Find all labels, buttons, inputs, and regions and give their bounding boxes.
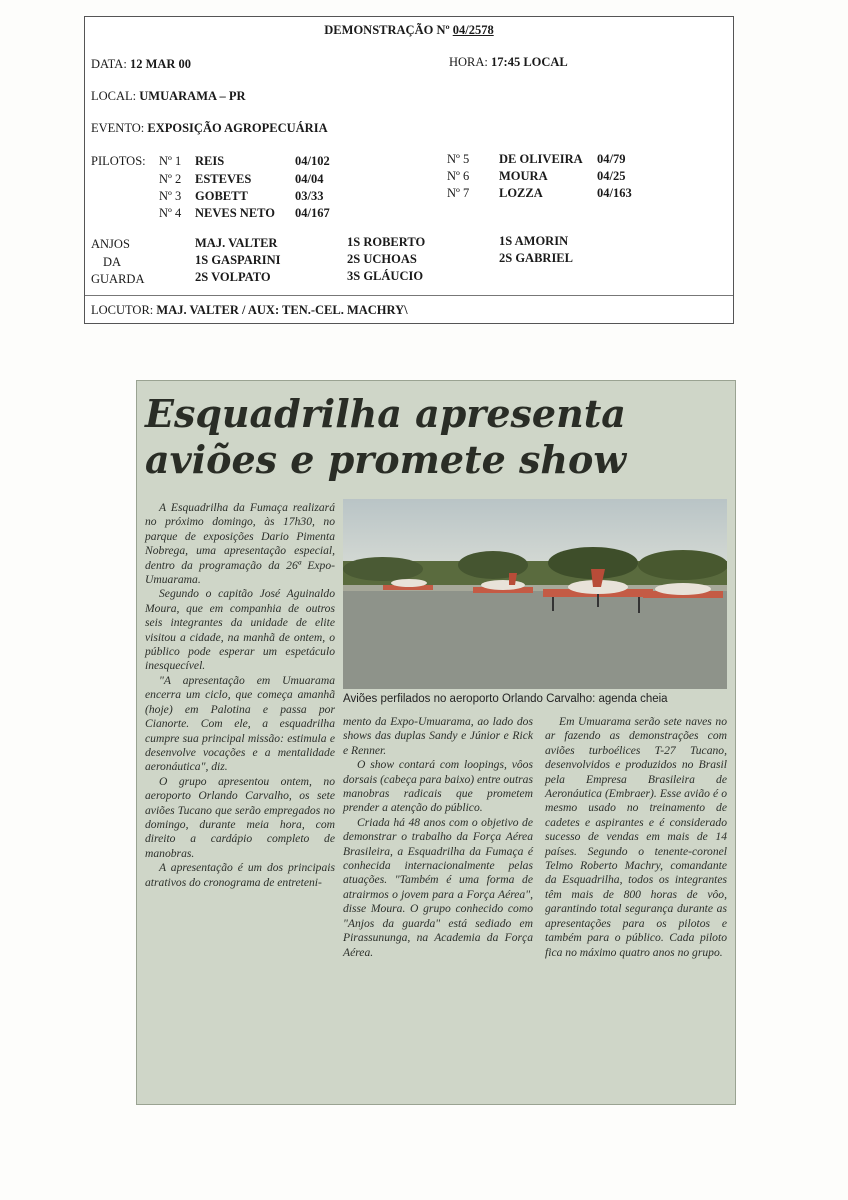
pilot-num: Nº 6 [447, 169, 470, 183]
location-field: LOCAL: UMUARAMA – PR [91, 89, 246, 103]
pilot-name: DE OLIVEIRA [499, 152, 583, 166]
guard-angel: 1S GASPARINI [195, 253, 281, 267]
announcer-field: LOCUTOR: MAJ. VALTER / AUX: TEN.-CEL. MACHRY\ [91, 303, 408, 317]
pilot-code: 04/79 [597, 152, 626, 166]
paragraph: Segundo o capitão José Aguinaldo Moura, que em companhia de outros seis integrantes da unidade de elite visitou a cidade, na manhã de ontem, o público pode esperar um espetáculo inesquecível. [145, 587, 335, 673]
paragraph: A Esquadrilha da Fumaça realizará no próximo domingo, às 17h30, no parque de exposições Dario Pimenta Nobrega, uma apresentação especial, dentro da programação da 26ª Expo-Umuarama. [145, 501, 335, 587]
pilot-name: LOZZA [499, 186, 543, 200]
time-field: HORA: 17:45 LOCAL [449, 55, 568, 69]
paragraph: Em Umuarama serão sete naves no ar fazendo as demonstrações com aviões turboélices T-27 Tucano, desenvolvidos e produzidos no Brasil pela Empresa Brasileira de Aeronáutica (Embraer). Esse avião é o mesmo usado no treinamento de cadetes e aspirantes e é considerado sucesso de vendas em mais de 14 países. Segundo o tenente-coronel Telmo Roberto Machry, comandante da Esquadrilha, todos os integrantes têm mais de 800 horas de vôo, garantindo total segurança durante as apresentações para os pilotos e também para o público. Cada piloto fica no máximo quatro anos no grupo. [545, 715, 727, 959]
guard-angels-label: DA [103, 255, 122, 269]
form-title: DEMONSTRAÇÃO Nº 04/2578 [324, 23, 494, 37]
paragraph: "A apresentação em Umuarama encerra um ciclo, que começa amanhã (hoje) em Palotina e passa por Cianorte. Com ele, a esquadrilha cumpre sua principal missão: estimula e desenvolve vocações e a mentalidade aeronáutica", diz. [145, 673, 335, 774]
guard-angel: 3S GLÁUCIO [347, 269, 424, 283]
pilot-num: Nº 2 [159, 172, 182, 186]
paragraph: O grupo apresentou ontem, no aeroporto Orlando Carvalho, os sete aviões Tucano que serão empregados no domingo, durante meia hora, com direito a cardápio completo de manobras. [145, 774, 335, 860]
guard-angel: 1S AMORIN [499, 234, 569, 248]
airplanes-image [343, 499, 727, 689]
pilot-code: 03/33 [295, 189, 324, 203]
guard-angel: MAJ. VALTER [195, 236, 278, 250]
paragraph: mento da Expo-Umuarama, ao lado dos shows das duplas Sandy e Júnior e Rick e Renner. [343, 715, 533, 757]
newspaper-clipping [136, 380, 736, 1105]
pilot-name: GOBETT [195, 189, 248, 203]
guard-angels-label: ANJOS [91, 237, 130, 251]
pilot-num: Nº 7 [447, 186, 470, 200]
event-field: EVENTO: EXPOSIÇÃO AGROPECUÁRIA [91, 121, 328, 135]
guard-angel: 1S ROBERTO [347, 235, 426, 249]
pilot-code: 04/167 [295, 206, 330, 220]
paragraph: Criada há 48 anos com o objetivo de demonstrar o trabalho da Força Aérea Brasileira, a Esquadrilha da Fumaça é conhecida internacionalmente pelas atuações. "Também é uma forma de atrairmos o jovem para a Força Aérea", disse Moura. O grupo conhecido como "Anjos da guarda" está sediado em Pirassununga, na Academia da Força Aérea. [343, 815, 533, 959]
guard-angels-label: GUARDA [91, 272, 145, 286]
divider [85, 295, 733, 296]
photo-caption: Aviões perfilados no aeroporto Orlando Carvalho: agenda cheia [343, 693, 668, 705]
pilot-num: Nº 3 [159, 189, 182, 203]
pilots-label: PILOTOS: [91, 154, 146, 168]
guard-angel: 2S VOLPATO [195, 270, 271, 284]
pilot-name: REIS [195, 154, 225, 168]
demonstration-number: 04/2578 [452, 23, 494, 37]
paragraph: A apresentação é um dos principais atrativos do cronograma de entreteni- [145, 861, 335, 889]
paragraph: O show contará com loopings, vôos dorsais (cabeça para baixo) entre outras manobras radicais que prometem prender a atenção do público. [343, 758, 533, 815]
guard-angel: 2S UCHOAS [347, 252, 417, 266]
pilot-name: ESTEVES [195, 172, 252, 186]
pilot-code: 04/102 [295, 154, 330, 168]
guard-angel: 2S GABRIEL [499, 251, 573, 265]
article-column-2 [343, 715, 533, 960]
headline: Esquadrilha apresenta aviões e promete show [145, 391, 627, 482]
pilot-num: Nº 1 [159, 154, 182, 168]
pilot-num: Nº 5 [447, 152, 470, 166]
demonstration-form [84, 16, 734, 324]
pilot-code: 04/163 [597, 186, 632, 200]
article-column-3 [545, 715, 727, 960]
airplanes-photo [343, 499, 727, 689]
article-column-1 [145, 501, 335, 890]
pilot-name: NEVES NETO [195, 206, 276, 220]
pilot-name: MOURA [499, 169, 548, 183]
pilot-num: Nº 4 [159, 206, 182, 220]
date-field: DATA: 12 MAR 00 [91, 57, 192, 71]
pilot-code: 04/04 [295, 172, 324, 186]
pilot-code: 04/25 [597, 169, 626, 183]
